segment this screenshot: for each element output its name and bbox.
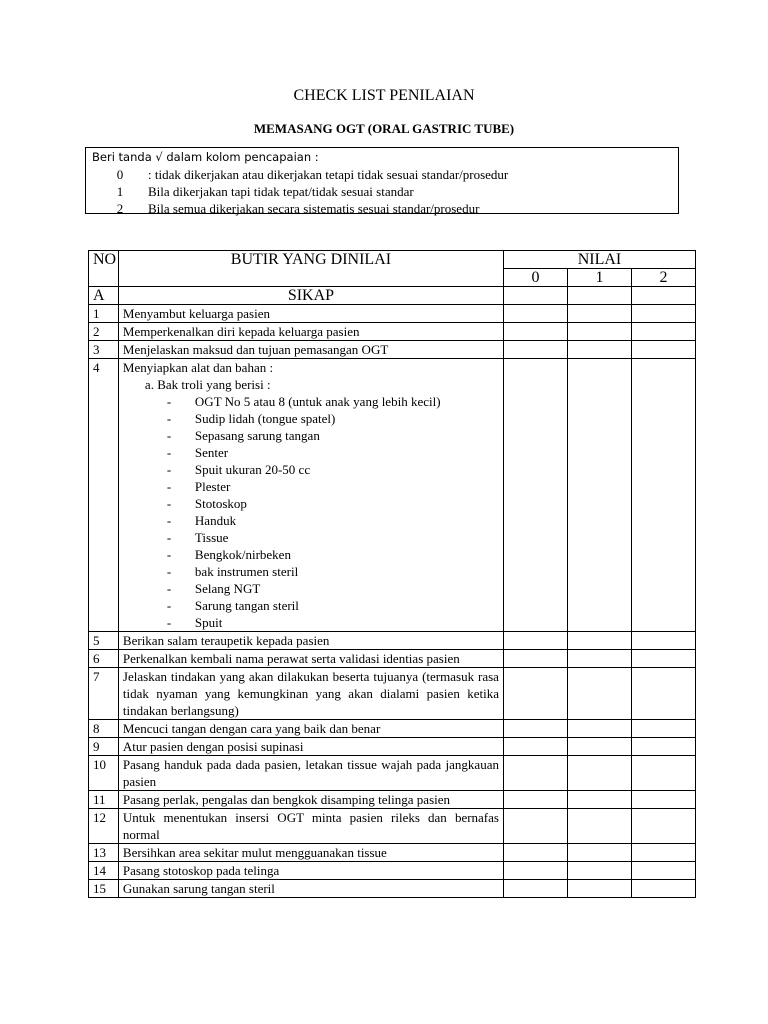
row-item <box>118 720 503 738</box>
score-cell[interactable] <box>503 756 567 791</box>
row-number: 4 <box>89 359 119 632</box>
row-number: 15 <box>89 880 119 898</box>
score-cell[interactable] <box>503 323 567 341</box>
equipment-text: Tissue <box>194 530 229 545</box>
table-row <box>89 305 696 323</box>
table-row <box>89 668 696 720</box>
header-no: NO <box>89 251 119 287</box>
score-cell[interactable] <box>503 880 567 898</box>
section-label: SIKAP <box>118 287 503 305</box>
score-cell[interactable] <box>631 287 695 305</box>
score-cell[interactable] <box>503 809 567 844</box>
equipment-item <box>123 512 499 529</box>
score-cell[interactable] <box>503 341 567 359</box>
section-code: A <box>89 287 119 305</box>
score-cell[interactable] <box>567 809 631 844</box>
table-header-row <box>89 251 696 269</box>
row-text: Pasang perlak, pengalas dan bengkok disamping telinga pasien <box>122 792 451 807</box>
score-cell[interactable] <box>567 720 631 738</box>
legend-description: : tidak dikerjakan atau dikerjakan tetapi tidak sesuai standar/prosedur <box>148 167 509 182</box>
row-item <box>118 359 503 632</box>
score-cell[interactable] <box>567 632 631 650</box>
equipment-item <box>123 614 499 631</box>
dash-bullet: - <box>166 513 172 528</box>
row-text: Untuk menentukan insersi OGT minta pasien rileks dan bernafas normal <box>122 810 499 842</box>
equipment-item <box>123 444 499 461</box>
score-cell[interactable] <box>503 668 567 720</box>
table-row <box>89 632 696 650</box>
legend-code: 0 <box>116 167 124 182</box>
score-cell[interactable] <box>503 650 567 668</box>
row-number: 1 <box>89 305 119 323</box>
score-cell[interactable] <box>631 668 695 720</box>
score-cell[interactable] <box>567 738 631 756</box>
score-cell[interactable] <box>631 323 695 341</box>
dash-bullet: - <box>166 394 172 409</box>
score-cell[interactable] <box>567 359 631 632</box>
equipment-item <box>123 495 499 512</box>
row-number: 9 <box>89 738 119 756</box>
score-cell[interactable] <box>567 844 631 862</box>
equipment-item <box>123 393 499 410</box>
table-row <box>89 862 696 880</box>
score-cell[interactable] <box>631 756 695 791</box>
equipment-text: OGT No 5 atau 8 (untuk anak yang lebih kecil) <box>194 394 441 409</box>
dash-bullet: - <box>166 530 172 545</box>
table-row <box>89 791 696 809</box>
scoring-legend-box <box>85 147 679 214</box>
score-cell[interactable] <box>631 791 695 809</box>
row-number: 10 <box>89 756 119 791</box>
table-row <box>89 720 696 738</box>
dash-bullet: - <box>166 428 172 443</box>
score-cell[interactable] <box>503 862 567 880</box>
equipment-item <box>123 597 499 614</box>
equipment-text: Sarung tangan steril <box>194 598 299 613</box>
legend-intro: Beri tanda √ dalam kolom pencapaian : <box>92 150 319 164</box>
equipment-item <box>123 563 499 580</box>
sub-item-label: a. Bak troli yang berisi : <box>144 377 271 392</box>
legend-code: 2 <box>116 201 124 216</box>
dash-bullet: - <box>166 581 172 596</box>
table-row <box>89 323 696 341</box>
score-cell[interactable] <box>631 305 695 323</box>
table-row <box>89 650 696 668</box>
row-text: Menyiapkan alat dan bahan : <box>122 360 274 375</box>
score-cell[interactable] <box>503 305 567 323</box>
equipment-item <box>123 529 499 546</box>
row-item <box>118 650 503 668</box>
score-cell[interactable] <box>567 650 631 668</box>
row-item <box>118 668 503 720</box>
dash-bullet: - <box>166 462 172 477</box>
score-cell[interactable] <box>567 323 631 341</box>
table-row <box>89 359 696 632</box>
row-text: Atur pasien dengan posisi supinasi <box>122 739 304 754</box>
row-number: 5 <box>89 632 119 650</box>
equipment-text: Sepasang sarung tangan <box>194 428 320 443</box>
equipment-text: Selang NGT <box>194 581 261 596</box>
row-text: Perkenalkan kembali nama perawat serta validasi identias pasien <box>122 651 460 666</box>
score-cell[interactable] <box>631 862 695 880</box>
score-col-2: 2 <box>631 269 695 287</box>
row-item <box>118 809 503 844</box>
row-item <box>118 844 503 862</box>
header-score: NILAI <box>503 251 695 269</box>
equipment-text: Bengkok/nirbeken <box>194 547 291 562</box>
row-number: 2 <box>89 323 119 341</box>
equipment-item <box>123 410 499 427</box>
equipment-text: Plester <box>194 479 231 494</box>
score-cell[interactable] <box>503 359 567 632</box>
equipment-item <box>123 546 499 563</box>
equipment-text: Senter <box>194 445 229 460</box>
row-item <box>118 323 503 341</box>
score-cell[interactable] <box>567 791 631 809</box>
row-item <box>118 756 503 791</box>
legend-description: Bila semua dikerjakan secara sistematis sesuai standar/prosedur <box>148 201 480 216</box>
row-item <box>118 880 503 898</box>
row-text: Jelaskan tindakan yang akan dilakukan beserta tujuanya (termasuk rasa tidak nyaman yang kemungkinan yang akan dialami pasien ketika tindakan berlangsung) <box>122 669 499 718</box>
equipment-text: bak instrumen steril <box>194 564 299 579</box>
row-item <box>118 341 503 359</box>
legend-item <box>92 200 672 217</box>
header-item: BUTIR YANG DINILAI <box>118 251 503 287</box>
equipment-text: Handuk <box>194 513 237 528</box>
row-item <box>118 862 503 880</box>
equipment-item <box>123 461 499 478</box>
dash-bullet: - <box>166 445 172 460</box>
row-number: 3 <box>89 341 119 359</box>
row-text: Mencuci tangan dengan cara yang baik dan benar <box>122 721 381 736</box>
row-text: Gunakan sarung tangan steril <box>122 881 275 896</box>
score-cell[interactable] <box>631 844 695 862</box>
score-cell[interactable] <box>631 738 695 756</box>
table-row <box>89 738 696 756</box>
row-text: Pasang handuk pada dada pasien, letakan tissue wajah pada jangkauan pasien <box>122 757 499 789</box>
score-cell[interactable] <box>631 880 695 898</box>
score-cell[interactable] <box>503 632 567 650</box>
legend-item <box>92 183 672 200</box>
score-cell[interactable] <box>631 650 695 668</box>
row-number: 14 <box>89 862 119 880</box>
table-row <box>89 756 696 791</box>
equipment-item <box>123 427 499 444</box>
row-text: Bersihkan area sekitar mulut mengguanakan tissue <box>122 845 387 860</box>
row-item <box>118 632 503 650</box>
row-text: Pasang stotoskop pada telinga <box>122 863 280 878</box>
score-cell[interactable] <box>567 287 631 305</box>
score-col-1: 1 <box>567 269 631 287</box>
table-row <box>89 809 696 844</box>
equipment-item <box>123 580 499 597</box>
row-number: 8 <box>89 720 119 738</box>
score-cell[interactable] <box>503 738 567 756</box>
score-cell[interactable] <box>567 880 631 898</box>
row-number: 6 <box>89 650 119 668</box>
row-item <box>118 305 503 323</box>
score-cell[interactable] <box>567 862 631 880</box>
table-row <box>89 844 696 862</box>
row-number: 11 <box>89 791 119 809</box>
dash-bullet: - <box>166 547 172 562</box>
legend-item <box>92 166 672 183</box>
equipment-text: Spuit ukuran 20-50 cc <box>194 462 311 477</box>
score-cell[interactable] <box>503 844 567 862</box>
score-cell[interactable] <box>503 791 567 809</box>
score-cell[interactable] <box>503 720 567 738</box>
row-number: 12 <box>89 809 119 844</box>
row-number: 7 <box>89 668 119 720</box>
score-cell[interactable] <box>631 341 695 359</box>
row-text: Memperkenalkan diri kepada keluarga pasien <box>122 324 360 339</box>
row-text: Menyambut keluarga pasien <box>122 306 270 321</box>
legend-code: 1 <box>116 184 124 199</box>
row-text: Berikan salam teraupetik kepada pasien <box>122 633 330 648</box>
row-item <box>118 738 503 756</box>
score-cell[interactable] <box>631 809 695 844</box>
page-subtitle: MEMASANG OGT (ORAL GASTRIC TUBE) <box>253 121 515 136</box>
row-text: Menjelaskan maksud dan tujuan pemasangan OGT <box>122 342 389 357</box>
dash-bullet: - <box>166 615 172 630</box>
row-item <box>118 791 503 809</box>
table-row <box>89 341 696 359</box>
score-cell[interactable] <box>567 305 631 323</box>
page-title: CHECK LIST PENILAIAN <box>293 87 475 104</box>
legend-description: Bila dikerjakan tapi tidak tepat/tidak sesuai standar <box>148 184 414 199</box>
dash-bullet: - <box>166 479 172 494</box>
equipment-text: Spuit <box>194 615 223 630</box>
table-row <box>89 880 696 898</box>
dash-bullet: - <box>166 598 172 613</box>
dash-bullet: - <box>166 411 172 426</box>
dash-bullet: - <box>166 496 172 511</box>
score-cell[interactable] <box>567 668 631 720</box>
checklist-table <box>88 250 696 898</box>
score-cell[interactable] <box>631 720 695 738</box>
score-cell[interactable] <box>631 632 695 650</box>
dash-bullet: - <box>166 564 172 579</box>
section-row <box>89 287 696 305</box>
score-cell[interactable] <box>567 756 631 791</box>
equipment-item <box>123 478 499 495</box>
equipment-text: Sudip lidah (tongue spatel) <box>194 411 336 426</box>
row-number: 13 <box>89 844 119 862</box>
score-cell[interactable] <box>631 359 695 632</box>
score-cell[interactable] <box>503 287 567 305</box>
equipment-text: Stotoskop <box>194 496 247 511</box>
score-cell[interactable] <box>567 341 631 359</box>
score-col-0: 0 <box>503 269 567 287</box>
